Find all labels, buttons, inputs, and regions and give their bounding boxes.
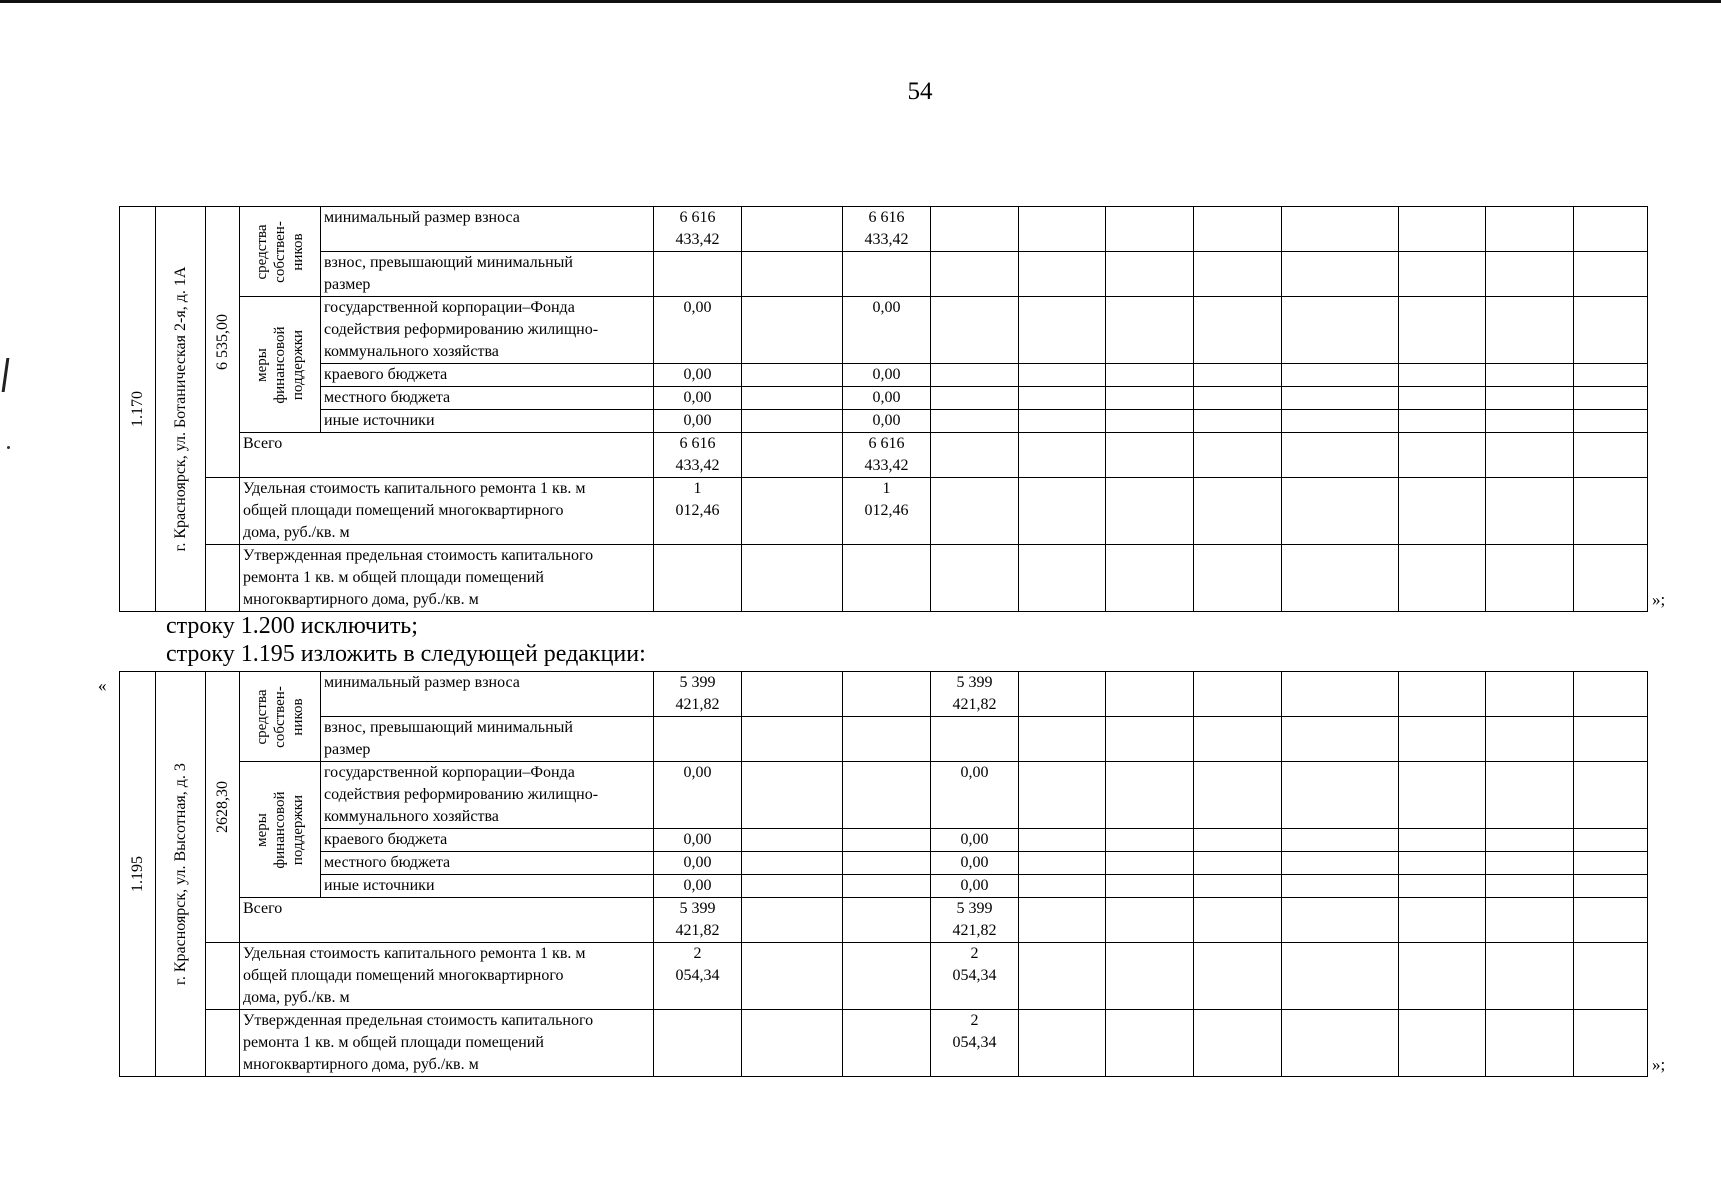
top-border-line (0, 0, 1721, 3)
row-number-cell (120, 672, 156, 1077)
fund-corp-value-2: 0,00 (931, 762, 1019, 829)
total-label: Всего (240, 898, 654, 943)
fund-corp-value-2: 0,00 (843, 297, 931, 364)
fund-corp-value: 0,00 (654, 297, 742, 364)
other-sources-value: 0,00 (654, 875, 742, 898)
fee-over-min-label: взнос, превышающий минимальный размер (321, 252, 654, 297)
total-value: 6 616 433,42 (654, 433, 742, 478)
address-cell (156, 207, 206, 612)
support-group-label: меры финансовой поддержки (254, 790, 306, 869)
min-fee-value-2: 5 399 421,82 (931, 672, 1019, 717)
area: 6 535,00 (213, 314, 231, 370)
regional-budget-label: краевого бюджета (321, 364, 654, 387)
min-fee-value: 5 399 421,82 (654, 672, 742, 717)
other-sources-value: 0,00 (654, 410, 742, 433)
instruction-replace: строку 1.195 изложить в следующей редакции: (166, 641, 646, 667)
area-cell (206, 672, 240, 943)
min-fee-label: минимальный размер взноса (321, 672, 654, 717)
local-budget-value: 0,00 (654, 387, 742, 410)
page-number: 54 (907, 78, 933, 105)
closing-quote-1: »; (1652, 590, 1666, 609)
min-fee-value-2: 6 616 433,42 (843, 207, 931, 252)
total-label: Всего (240, 433, 654, 478)
limit-cost-label: Утвержденная предельная стоимость капитального ремонта 1 кв. м общей площади помещений многоквартирного дома, руб./кв. м (240, 1010, 654, 1077)
regional-budget-value-2: 0,00 (843, 364, 931, 387)
owners-group-cell (240, 672, 321, 762)
address: г. Красноярск, ул. Высотная, д. 3 (171, 763, 189, 985)
support-group-cell (240, 762, 321, 898)
area: 2628,30 (213, 781, 231, 833)
limit-cost-value: 2 054,34 (931, 1010, 1019, 1077)
other-sources-label: иные источники (321, 875, 654, 898)
row-number: 1.195 (128, 856, 146, 892)
owners-group-cell (240, 207, 321, 297)
local-budget-value-2: 0,00 (931, 852, 1019, 875)
unit-cost-value-2: 1 012,46 (843, 478, 931, 545)
local-budget-value: 0,00 (654, 852, 742, 875)
regional-budget-value: 0,00 (654, 364, 742, 387)
opening-quote: « (98, 676, 107, 695)
unit-cost-value: 2 054,34 (654, 943, 742, 1010)
table-row-1-170 (119, 206, 1648, 612)
min-fee-label: минимальный размер взноса (321, 207, 654, 252)
total-value: 5 399 421,82 (654, 898, 742, 943)
fund-corp-label: государственной корпорации–Фонда содействия реформированию жилищно- коммунального хозяйства (321, 762, 654, 829)
unit-cost-value-2: 2 054,34 (931, 943, 1019, 1010)
unit-cost-label: Удельная стоимость капитального ремонта 1 кв. м общей площади помещений многоквартирного дома, руб./кв. м (240, 478, 654, 545)
local-budget-label: местного бюджета (321, 387, 654, 410)
unit-cost-label: Удельная стоимость капитального ремонта 1 кв. м общей площади помещений многоквартирного дома, руб./кв. м (240, 943, 654, 1010)
row-number: 1.170 (128, 391, 146, 427)
address: г. Красноярск, ул. Ботаническая 2-я, д. 1А (171, 266, 189, 552)
other-sources-label: иные источники (321, 410, 654, 433)
support-group-label: меры финансовой поддержки (254, 325, 306, 404)
closing-quote-2: »; (1652, 1055, 1666, 1074)
local-budget-value-2: 0,00 (843, 387, 931, 410)
instruction-exclude: строку 1.200 исключить; (166, 613, 418, 639)
address-cell (156, 672, 206, 1077)
owners-group-label: средства собствен- ников (254, 685, 306, 748)
total-value-2: 5 399 421,82 (931, 898, 1019, 943)
fee-over-min-label: взнос, превышающий минимальный размер (321, 717, 654, 762)
limit-cost-label: Утвержденная предельная стоимость капитального ремонта 1 кв. м общей площади помещений многоквартирного дома, руб./кв. м (240, 545, 654, 612)
fund-corp-label: государственной корпорации–Фонда содействия реформированию жилищно- коммунального хозяйства (321, 297, 654, 364)
margin-pen-mark (2, 358, 10, 392)
regional-budget-label: краевого бюджета (321, 829, 654, 852)
table-row-1-195 (119, 671, 1648, 1077)
local-budget-label: местного бюджета (321, 852, 654, 875)
other-sources-value-2: 0,00 (931, 875, 1019, 898)
min-fee-value: 6 616 433,42 (654, 207, 742, 252)
regional-budget-value-2: 0,00 (931, 829, 1019, 852)
row-number-cell (120, 207, 156, 612)
area-cell (206, 207, 240, 478)
owners-group-label: средства собствен- ников (254, 220, 306, 283)
margin-dot (7, 446, 10, 449)
total-value-2: 6 616 433,42 (843, 433, 931, 478)
unit-cost-value: 1 012,46 (654, 478, 742, 545)
support-group-cell (240, 297, 321, 433)
regional-budget-value: 0,00 (654, 829, 742, 852)
fund-corp-value: 0,00 (654, 762, 742, 829)
other-sources-value-2: 0,00 (843, 410, 931, 433)
